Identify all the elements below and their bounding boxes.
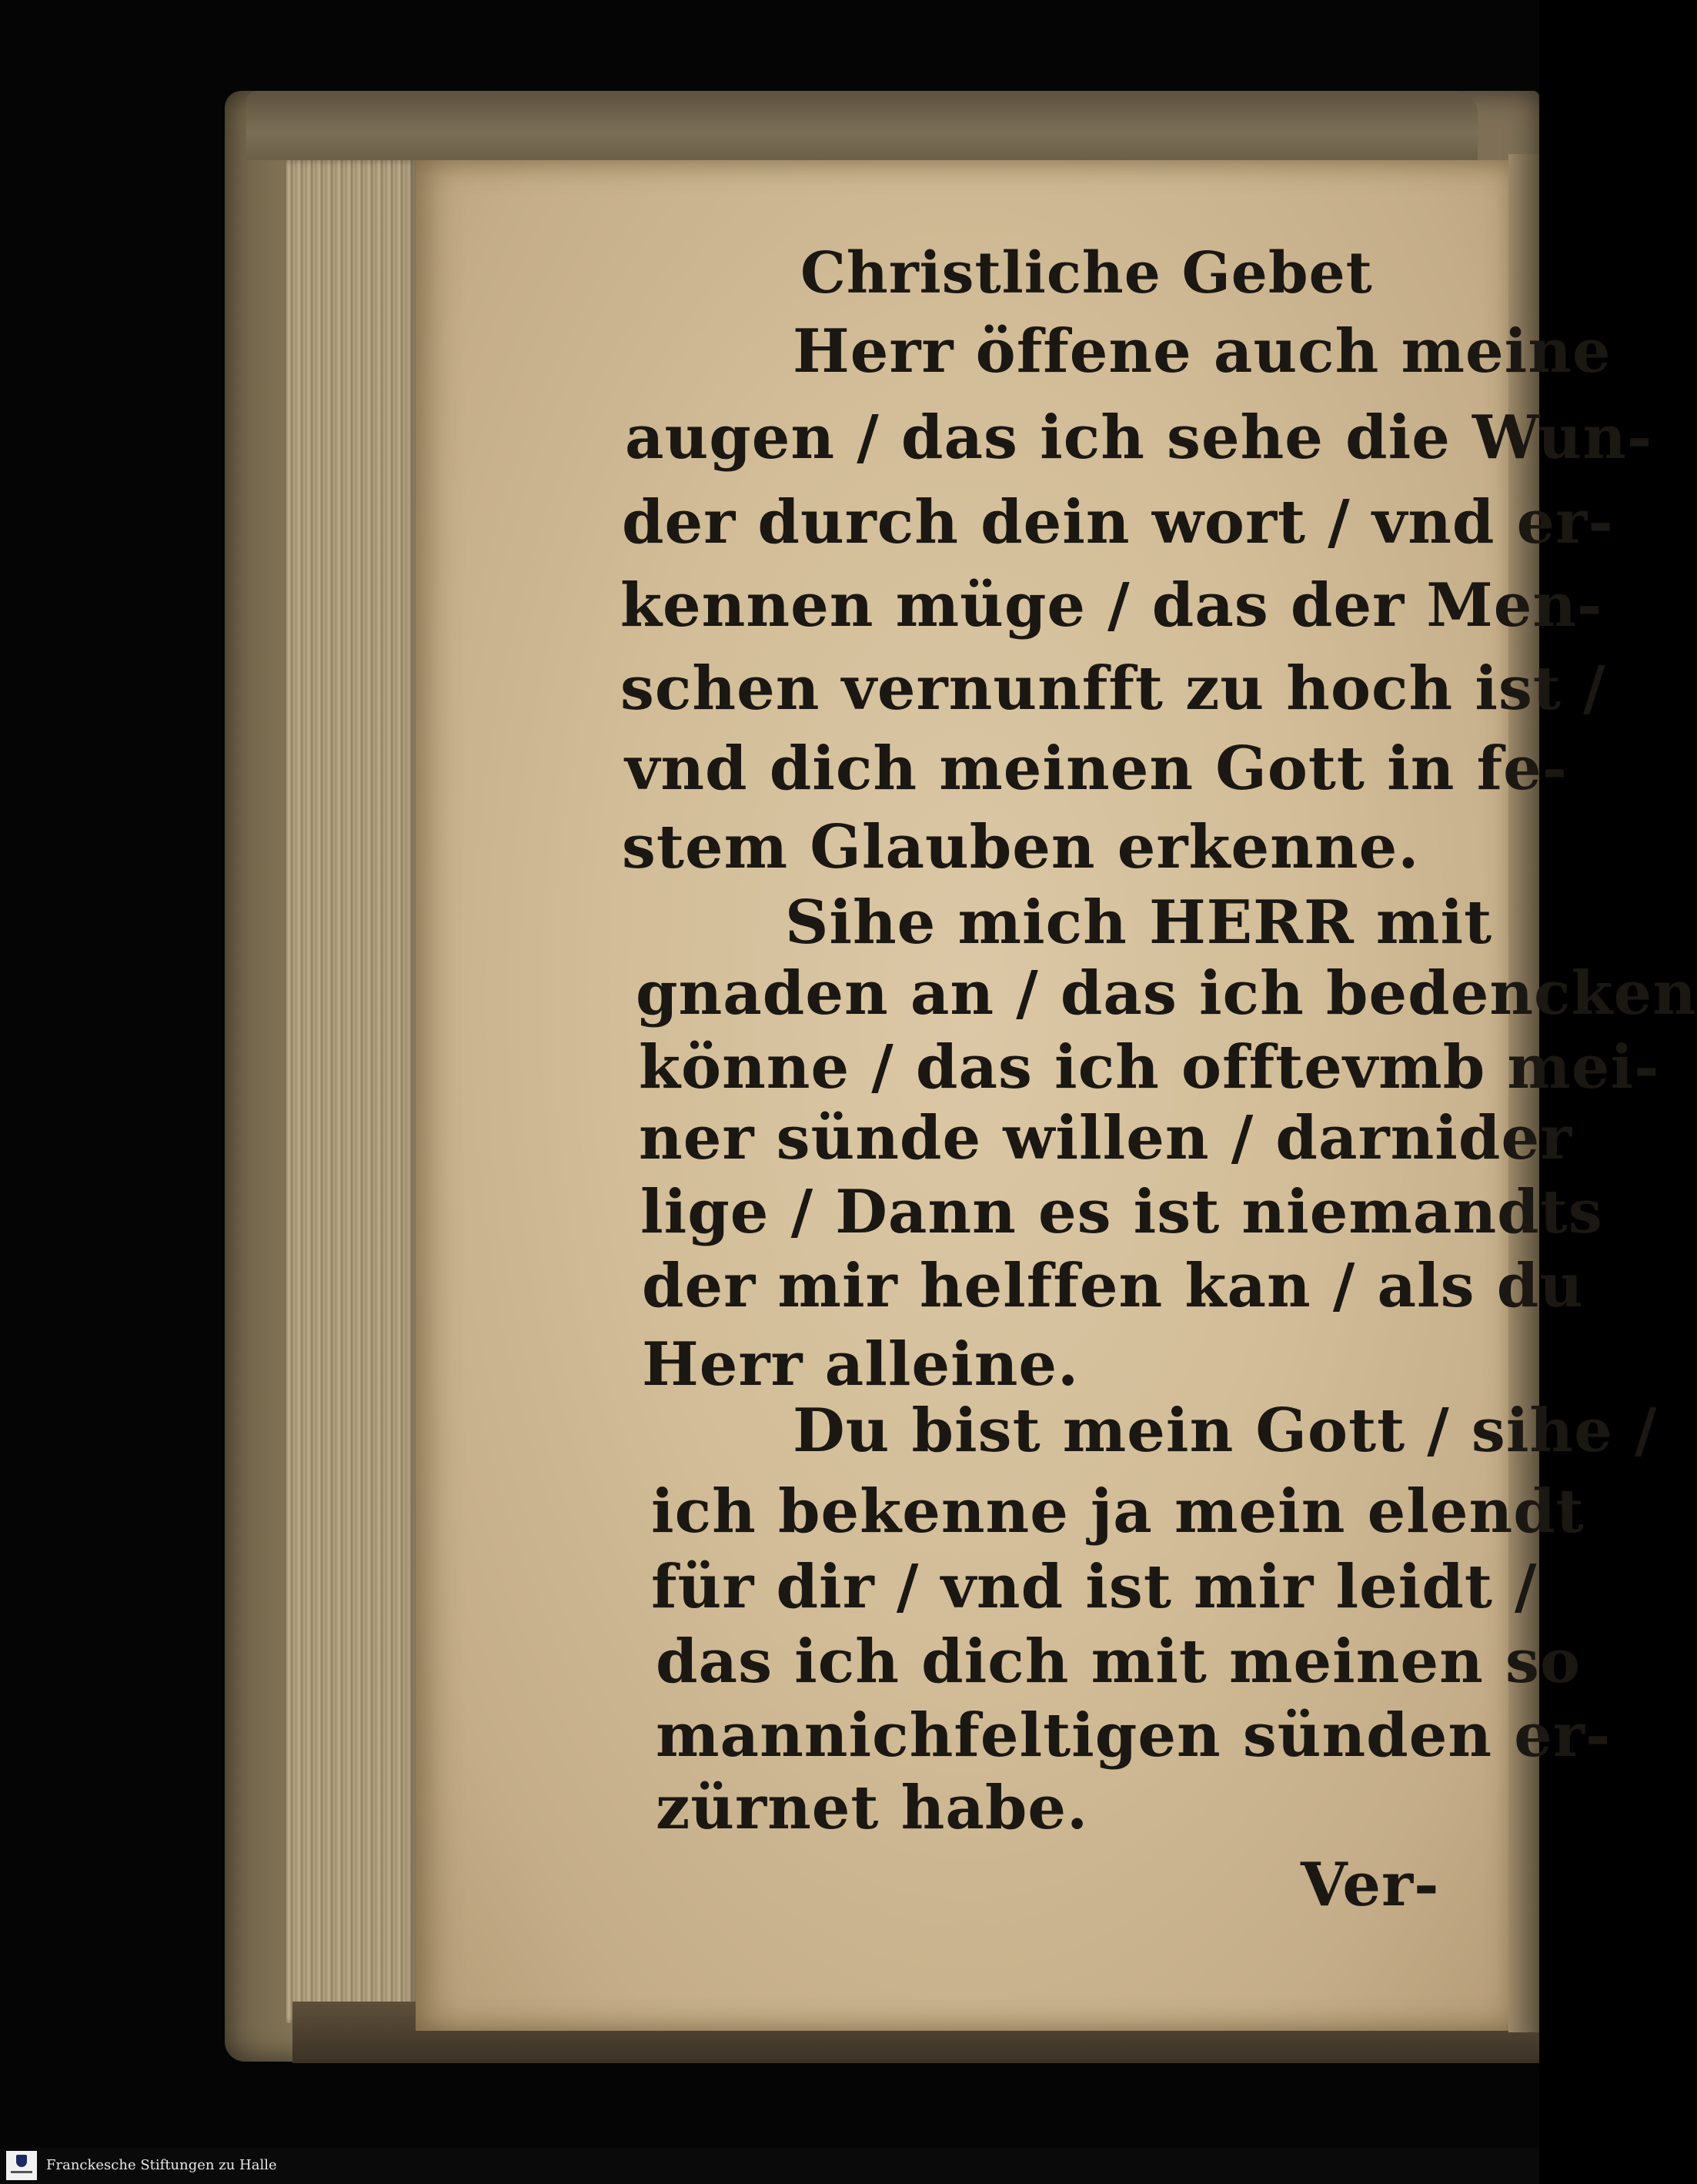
institution-logo-icon	[6, 2151, 37, 2180]
text-line: zürnet habe.	[656, 1773, 1089, 1843]
text-line: Du bist mein Gott / sihe /	[793, 1396, 1658, 1466]
text-line: stem Glauben erkenne.	[622, 812, 1420, 882]
text-line: könne / das ich offtevmb mei-	[639, 1032, 1660, 1102]
footer-institution-name: Franckesche Stiftungen zu Halle	[46, 2157, 277, 2173]
text-line: der durch dein wort / vnd er-	[622, 487, 1614, 557]
text-line: Sihe mich HERR mit	[785, 888, 1493, 958]
text-line: vnd dich meinen Gott in fe-	[625, 734, 1568, 804]
text-line: der mir helffen kan / als du	[642, 1251, 1584, 1321]
text-line: für dir / vnd ist mir leidt /	[651, 1552, 1538, 1622]
text-line: Herr öffene auch meine	[793, 316, 1612, 386]
page-block-edges	[286, 160, 417, 2023]
text-line: das ich dich mit meinen so	[656, 1627, 1581, 1697]
text-line: augen / das ich sehe die Wun-	[625, 403, 1653, 473]
book-cover-top-edge	[246, 91, 1478, 160]
text-line: ner sünde willen / darnider	[639, 1103, 1573, 1173]
text-line: mannichfeltigen sünden er-	[656, 1701, 1612, 1771]
text-line: ich bekenne ja mein elendt	[651, 1477, 1585, 1547]
text-line: Herr alleine.	[642, 1329, 1080, 1400]
footer-bar	[0, 2148, 1539, 2184]
text-line: kennen müge / das der Men-	[620, 570, 1603, 640]
catchword: Ver-	[1301, 1850, 1440, 1920]
running-head: Christliche Gebet	[800, 240, 1373, 306]
text-line: schen vernunfft zu hoch ist /	[620, 654, 1606, 724]
text-line: lige / Dann es ist niemandts	[640, 1177, 1603, 1247]
text-line: gnaden an / das ich bedencken	[636, 958, 1697, 1028]
